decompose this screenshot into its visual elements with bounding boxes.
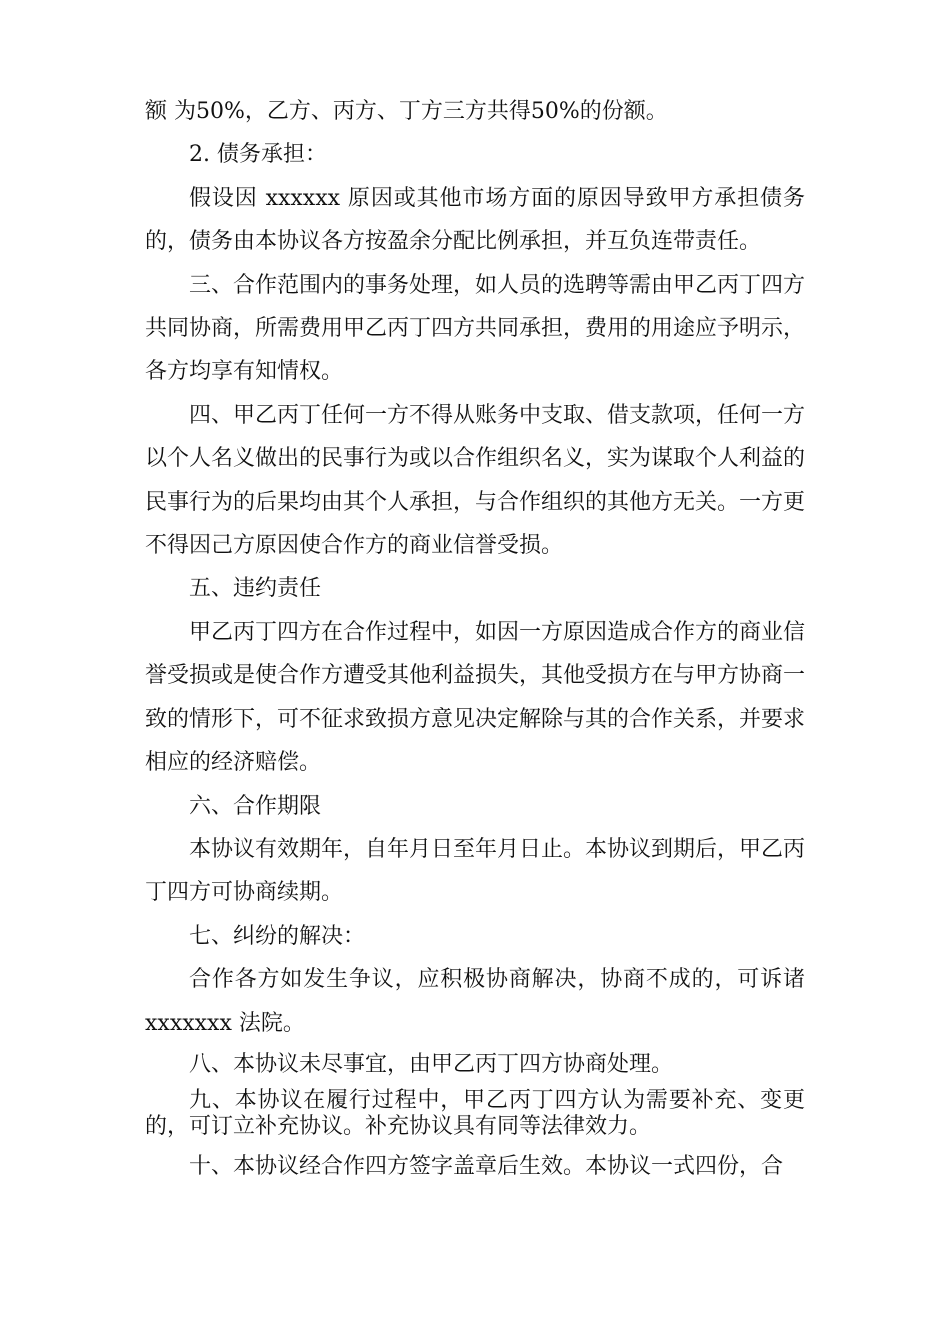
paragraph-share-continuation: 额 为50%，乙方、丙方、丁方三方共得50%的份额。 [145, 99, 668, 124]
document-body [145, 90, 805, 1045]
paragraph-section-5-heading: 五、违约责任 [189, 576, 322, 602]
paragraph-section-9: 九、本协议在履行过程中，甲乙丙丁四方认为需要补充、变更的，可订立补充协议。补充协议具有同等法律效力。 [145, 1088, 805, 1139]
paragraph-debt-body: 假设因 xxxxxx 原因或其他市场方面的原因导致甲方承担债务的，债务由本协议各方按盈余分配比例承担，并互负连带责任。 [145, 185, 805, 255]
document-body-tight [145, 1052, 805, 1180]
paragraph-section-6-heading: 六、合作期限 [189, 793, 322, 819]
paragraph-section-5-body: 甲乙丙丁四方在合作过程中，如因一方原因造成合作方的商业信誉受损或是使合作方遭受其他利益损失，其他受损方在与甲方协商一致的情形下，可不征求致损方意见决定解除与其的合作关系，并要求相应的经济赔偿。 [145, 619, 806, 776]
paragraph-section-6-body: 本协议有效期年，自年月日至年月日止。本协议到期后，甲乙丙丁四方可协商续期。 [145, 836, 806, 906]
paragraph-section-7-heading: 七、纠纷的解决： [189, 923, 366, 949]
paragraph-section-8: 八、本协议未尽事宜，由甲乙丙丁四方协商处理。 [189, 1052, 674, 1077]
paragraph-debt-heading: 2. 债务承担： [189, 142, 327, 168]
paragraph-section-3: 三、合作范围内的事务处理，如人员的选聘等需由甲乙丙丁四方共同协商，所需费用甲乙丙丁四方共同承担，费用的用途应予明示，各方均享有知情权。 [145, 272, 806, 385]
paragraph-section-10: 十、本协议经合作四方签字盖章后生效。本协议一式四份，合 [189, 1154, 784, 1179]
paragraph-section-7-body: 合作各方如发生争议，应积极协商解决，协商不成的，可诉诸 xxxxxxx 法院。 [145, 967, 805, 1036]
paragraph-section-4: 四、甲乙丙丁任何一方不得从账务中支取、借支款项，任何一方以个人名义做出的民事行为或以合作组织名义，实为谋取个人利益的民事行为的后果均由其个人承担，与合作组织的其他方无关。一方更不得因己方原因使合作方的商业信誉受损。 [145, 402, 806, 559]
